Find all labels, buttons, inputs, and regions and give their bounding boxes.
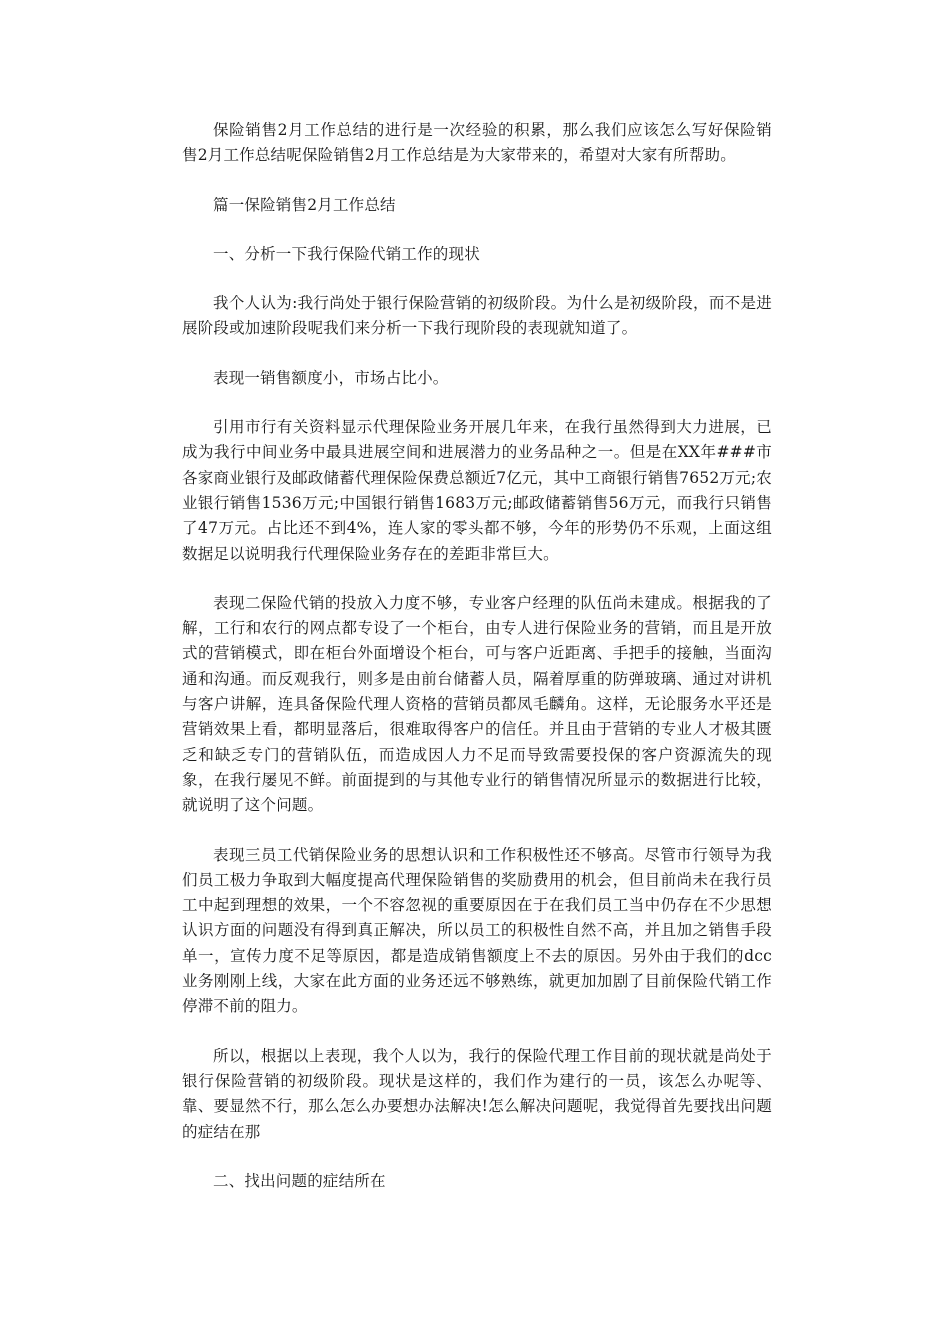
section-heading-2: 二、找出问题的症结所在: [213, 1171, 386, 1190]
body-paragraph-4: 表现二保险代销的投放入力度不够，专业客户经理的队伍尚未建成。根据我的了解，工行和农行的网点都专设了一个柜台，由专人进行保险业务的营销，而且是开放式的营销模式，即在柜台外面增设个柜台，可与客户近距离、手把手的接触，当面沟通和沟通。而反观我行，则多是由前台储蓄人员，隔着厚重的防弹玻璃、通过对讲机与客户讲解，连具备保险代理人资格的营销员都凤毛麟角。这样，无论服务水平还是营销效果上看，都明显落后，很难取得客户的信任。并且由于营销的专业人才极其匮乏和缺乏专门的营销队伍，而造成因人力不足而导致需要投保的客户资源流失的现象，在我行屡见不鲜。前面提到的与其他专业行的销售情况所显示的数据进行比较，就说明了这个问题。: [182, 593, 772, 815]
section-heading-1: 一、分析一下我行保险代销工作的现状: [213, 244, 480, 263]
intro-paragraph: 保险销售2月工作总结的进行是一次经验的积累，那么我们应该怎么写好保险销售2月工作总结呢保险销售2月工作总结是为大家带来的，希望对大家有所帮助。: [182, 121, 772, 165]
article-title: 篇一保险销售2月工作总结: [213, 195, 396, 214]
body-paragraph-2: 表现一销售额度小，市场占比小。: [213, 368, 449, 387]
body-paragraph-6: 所以，根据以上表现，我个人以为，我行的保险代理工作目前的现状就是尚处于银行保险营销的初级阶段。现状是这样的，我们作为建行的一员，该怎么办呢等、靠、要显然不行，那么怎么办要想办法解决!怎么解决问题呢，我觉得首先要找出问题的症结在那: [182, 1046, 772, 1141]
body-paragraph-5: 表现三员工代销保险业务的思想认识和工作积极性还不够高。尽管市行领导为我们员工极力争取到大幅度提高代理保险销售的奖励费用的机会，但目前尚未在我行员工中起到理想的效果，一个不容忽视的重要原因在于在我们员工当中仍存在不少思想认识方面的问题没有得到真正解决，所以员工的积极性自然不高，并且加之销售手段单一，宣传力度不足等原因，都是造成销售额度上不去的原因。另外由于我们的dcc业务刚刚上线，大家在此方面的业务还远不够熟练，就更加加剧了目前保险代销工作停滞不前的阻力。: [182, 845, 772, 1016]
body-paragraph-1: 我个人认为:我行尚处于银行保险营销的初级阶段。为什么是初级阶段，而不是进展阶段或加速阶段呢我们来分析一下我行现阶段的表现就知道了。: [182, 294, 772, 338]
document-page: [182, 118, 772, 1218]
body-paragraph-3: 引用市行有关资料显示代理保险业务开展几年来，在我行虽然得到大力进展，已成为我行中间业务中最具进展空间和进展潜力的业务品种之一。但是在XX年###市各家商业银行及邮政储蓄代理保险保费总额近7亿元，其中工商银行销售7652万元;农业银行销售1536万元;中国银行销售1683万元;邮政储蓄销售56万元，而我行只销售了47万元。占比还不到4%，连人家的零头都不够，今年的形势仍不乐观，上面这组数据足以说明我行代理保险业务存在的差距非常巨大。: [182, 418, 772, 563]
